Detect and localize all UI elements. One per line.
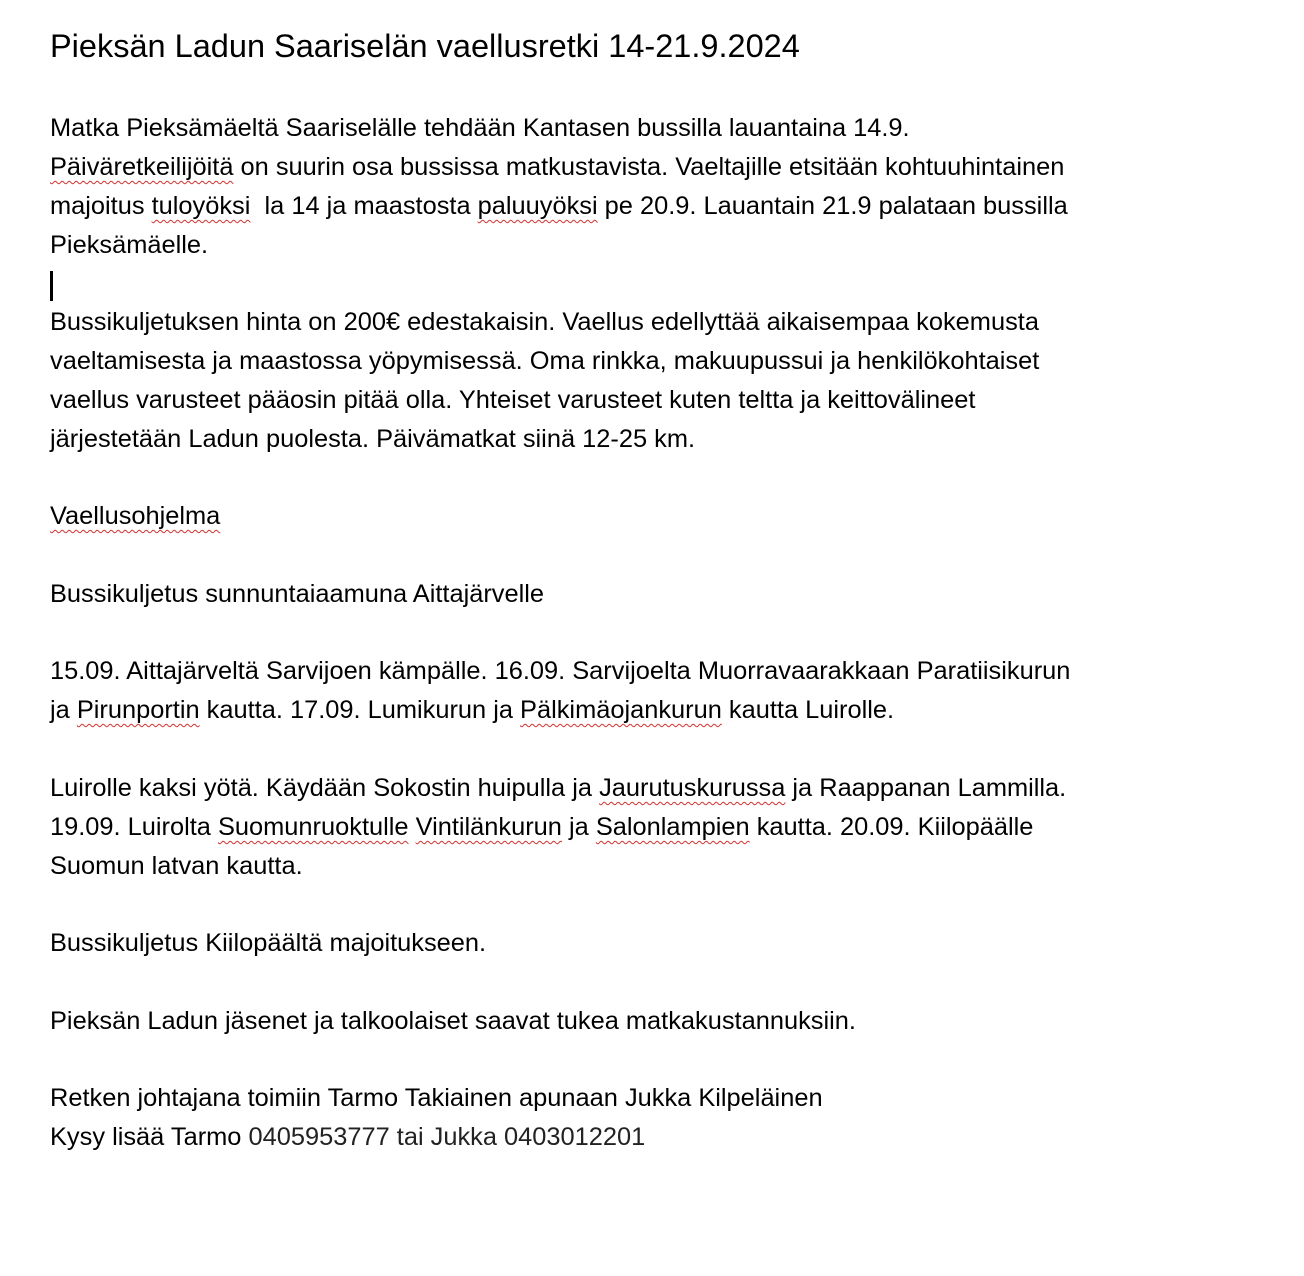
text-line: Päiväretkeilijöitä on suurin osa bussissa matkustavista. Vaeltajille etsitään kohtuuhintainen	[50, 153, 1065, 181]
text-line: Matka Pieksämäeltä Saariselälle tehdään Kantasen bussilla lauantaina 14.9.	[50, 114, 910, 142]
text-line: vaeltamisesta ja maastossa yöpymisessä. Oma rinkka, makuupussui ja henkilökohtaiset	[50, 347, 1040, 375]
text-line: 19.09. Luirolta Suomunruoktulle Vintilänkurun ja Salonlampien kautta. 20.09. Kiilopäälle	[50, 813, 1034, 841]
bus-return-paragraph: Bussikuljetus Kiilopäältä majoitukseen.	[50, 929, 487, 957]
text-line: Retken johtajana toimiin Tarmo Takiainen apunaan Jukka Kilpeläinen	[50, 1084, 823, 1112]
misspelled-word[interactable]: tuloyöksi	[151, 192, 251, 220]
days-paragraph-2	[50, 769, 1066, 886]
misspelled-word[interactable]: paluuyöksi	[477, 192, 598, 220]
text-cursor	[50, 271, 53, 301]
text-line: vaellus varusteet pääosin pitää olla. Yhteiset varusteet kuten teltta ja keittovälineet	[50, 386, 976, 414]
misspelled-word[interactable]: Jaurutuskurussa	[599, 774, 786, 802]
misspelled-word[interactable]: Pirunportin	[76, 696, 200, 724]
text-line: Suomun latvan kautta.	[50, 852, 303, 880]
misspelled-word[interactable]: Salonlampien	[595, 813, 750, 841]
text-line: järjestetään Ladun puolesta. Päivämatkat siinä 12-25 km.	[50, 425, 696, 453]
intro-paragraph	[50, 109, 1068, 265]
document-title: Pieksän Ladun Saariselän vaellusretki 14-21.9.2024	[50, 28, 800, 64]
text-line: ja Pirunportin kautta. 17.09. Lumikurun ja Pälkimäojankurun kautta Luirolle.	[50, 696, 895, 724]
misspelled-word[interactable]: Suomunruoktulle	[217, 813, 409, 841]
misspelled-word[interactable]: Pälkimäojankurun	[520, 696, 722, 724]
misspelled-word[interactable]: Päiväretkeilijöitä	[50, 153, 234, 181]
text-line: Bussikuljetuksen hinta on 200€ edestakaisin. Vaellus edellyttää aikaisempaa kokemusta	[50, 308, 1039, 336]
text-line: majoitus tuloyöksi la 14 ja maastosta paluuyöksi pe 20.9. Lauantain 21.9 palataan bussilla	[50, 192, 1068, 220]
text-line: 15.09. Aittajärveltä Sarvijoen kämpälle. 16.09. Sarvijoelta Muorravaarakkaan Paratiisikurun	[50, 657, 1071, 685]
program-heading	[50, 497, 220, 536]
bus-sunday-paragraph: Bussikuljetus sunnuntaiaamuna Aittajärvelle	[50, 580, 545, 608]
support-paragraph: Pieksän Ladun jäsenet ja talkoolaiset saavat tukea matkakustannuksiin.	[50, 1007, 856, 1035]
text-line: Pieksämäelle.	[50, 231, 209, 259]
text-line: Luirolle kaksi yötä. Käydään Sokostin huipulla ja Jaurutuskurussa ja Raappanan Lammilla.	[50, 774, 1067, 802]
text-line: Kysy lisää Tarmo 0405953777 tai Jukka 0403012201	[50, 1123, 646, 1151]
misspelled-word[interactable]: Vaellusohjelma	[50, 502, 221, 530]
misspelled-word[interactable]: Vintilänkurun	[415, 813, 562, 841]
contact-paragraph	[50, 1079, 823, 1157]
days-paragraph-1	[50, 652, 1070, 730]
requirements-paragraph	[50, 303, 1039, 459]
phone-numbers: 0405953777 tai Jukka 0403012201	[248, 1123, 646, 1151]
